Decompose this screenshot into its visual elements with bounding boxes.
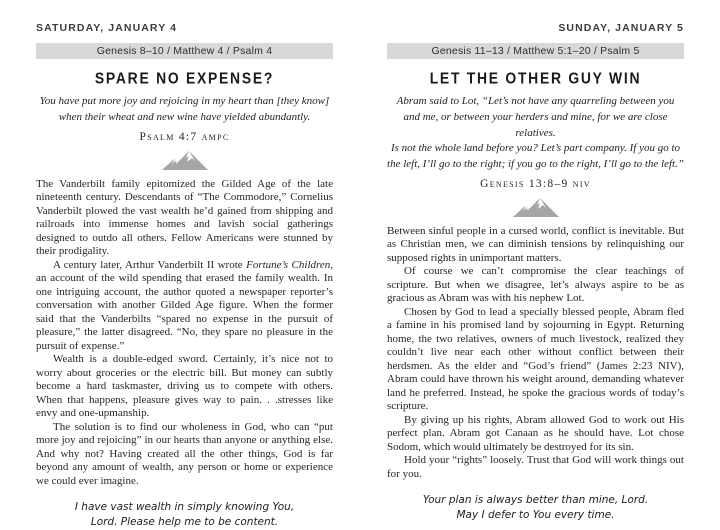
body-paragraph: Of course we can’t compromise the clear teachings of scripture. But when we disagree, let’s always aspire to be as gracious as Abram was with his nephew Lot. [387,265,684,305]
quote-line: Is not the whole land before you? Let’s part company. If you go to [390,142,681,155]
mountain-icon [387,197,684,217]
readings-text: Genesis 11–13 / Matthew 5:1–20 / Psalm 5 [431,45,640,57]
body-paragraph: Chosen by God to lead a specially blessed people, Abram fled a famine in his promised land by sojourning in Egypt. Returning home, the two relatives, owners of much livestock, realized they couldn’t live near each other without conflict between their herdsmen. As the elder and “God’s friend” (James 2:23 NIV), Abram could have thrown his weight around, demanding whatever land he preferred. Instead, he spoke the gracious words of today’s scripture. [387,305,684,413]
scripture-reference: Psalm 4:7 ampc [139,130,230,143]
readings-text: Genesis 8–10 / Matthew 4 / Psalm 4 [96,45,273,57]
devotion-body [36,178,333,489]
body-paragraph: The Vanderbilt family epitomized the Gilded Age of the late nineteenth century. Descendants of “The Commodore,” Cornelius Vanderbilt plowed the vast wealth he’d gained from shipping and railroads into immense homes and lavish social gatherings designed to outdo all others. Fellow Americans were stunned by their prodigality. [36,177,333,258]
prayer-line: May I defer to You every time. [456,509,615,522]
book-title-italic: Fortune’s Children [246,258,331,271]
mountain-icon [36,150,333,170]
quote-line: the left, I’ll go to the right; if you go to the right, I’ll go to the left.” [387,158,684,171]
body-text-run: , an account of the wild spending that erased the family wealth. In one intriguing account, the author quoted a newspaper reporter’s conversation with another Gilded Age figure. When the former said that the Vanderbilts “spared no expense in the pursuit of pleasure,” the latter disagreed. “No, they spare no pleasure in the pursuit of expense.” [36,258,334,352]
body-paragraph: Hold your “rights” loosely. Trust that God will work things out for you. [387,454,684,480]
right-page [387,0,684,523]
left-page [36,0,333,530]
body-paragraph: Between sinful people in a cursed world, conflict is inevitable. But as Christian men, we can diminish tensions by relinquishing our supposed rights in unimportant matters. [387,224,684,264]
page-date: SATURDAY, JANUARY 4 [36,22,178,34]
quote-line: and me, or between your herders and mine, for we are close relatives. [403,110,668,139]
devotion-title: SPARE NO EXPENSE? [94,70,275,88]
prayer-line: Lord. Please help me to be content. [90,516,279,529]
body-paragraph: By giving up his rights, Abram allowed God to work out His perfect plan. Abram got Canaan as he should have. Lot chose Sodom, which would ultimately be destroyed for its sin. [387,413,684,453]
devotion-body [387,225,684,482]
devotion-title: LET THE OTHER GUY WIN [429,70,642,88]
quote-line: You have put more joy and rejoicing in my heart than [they know] [39,95,330,107]
body-text-run: A century later, Arthur Vanderbilt II wrote [53,258,247,271]
scripture-quote [36,94,333,126]
body-paragraph: The solution is to find our wholeness in God, who can “put more joy and rejoicing” in our hearts than anyone or anything else. And why not? Having created all the other things, God is far beyond any amount of wealth, any person or home or experience we could ever imagine. [36,420,333,487]
quote-line: when their wheat and new wine have yielded abundantly. [58,110,311,123]
body-paragraph [36,259,333,354]
readings-bar [36,43,333,59]
quote-line: Abram said to Lot, “Let’s not have any quarreling between you [396,95,675,107]
page-date: SUNDAY, JANUARY 5 [558,22,684,34]
closing-prayer [36,500,333,530]
body-paragraph: Wealth is a double-edged sword. Certainly, it’s nice not to worry about groceries or the electric bill. But money can subtly become a hard taskmaster, driving us to compete with others. When that happens, pleasure gives way to pain. . .stresses like envy and one-upmanship. [36,353,333,420]
prayer-line: I have vast wealth in simply knowing You, [74,501,295,514]
prayer-line: Your plan is always better than mine, Lord. [422,494,649,507]
readings-bar [387,43,684,59]
scripture-reference: Genesis 13:8–9 niv [480,177,591,190]
scripture-quote [387,94,684,173]
closing-prayer [387,493,684,523]
